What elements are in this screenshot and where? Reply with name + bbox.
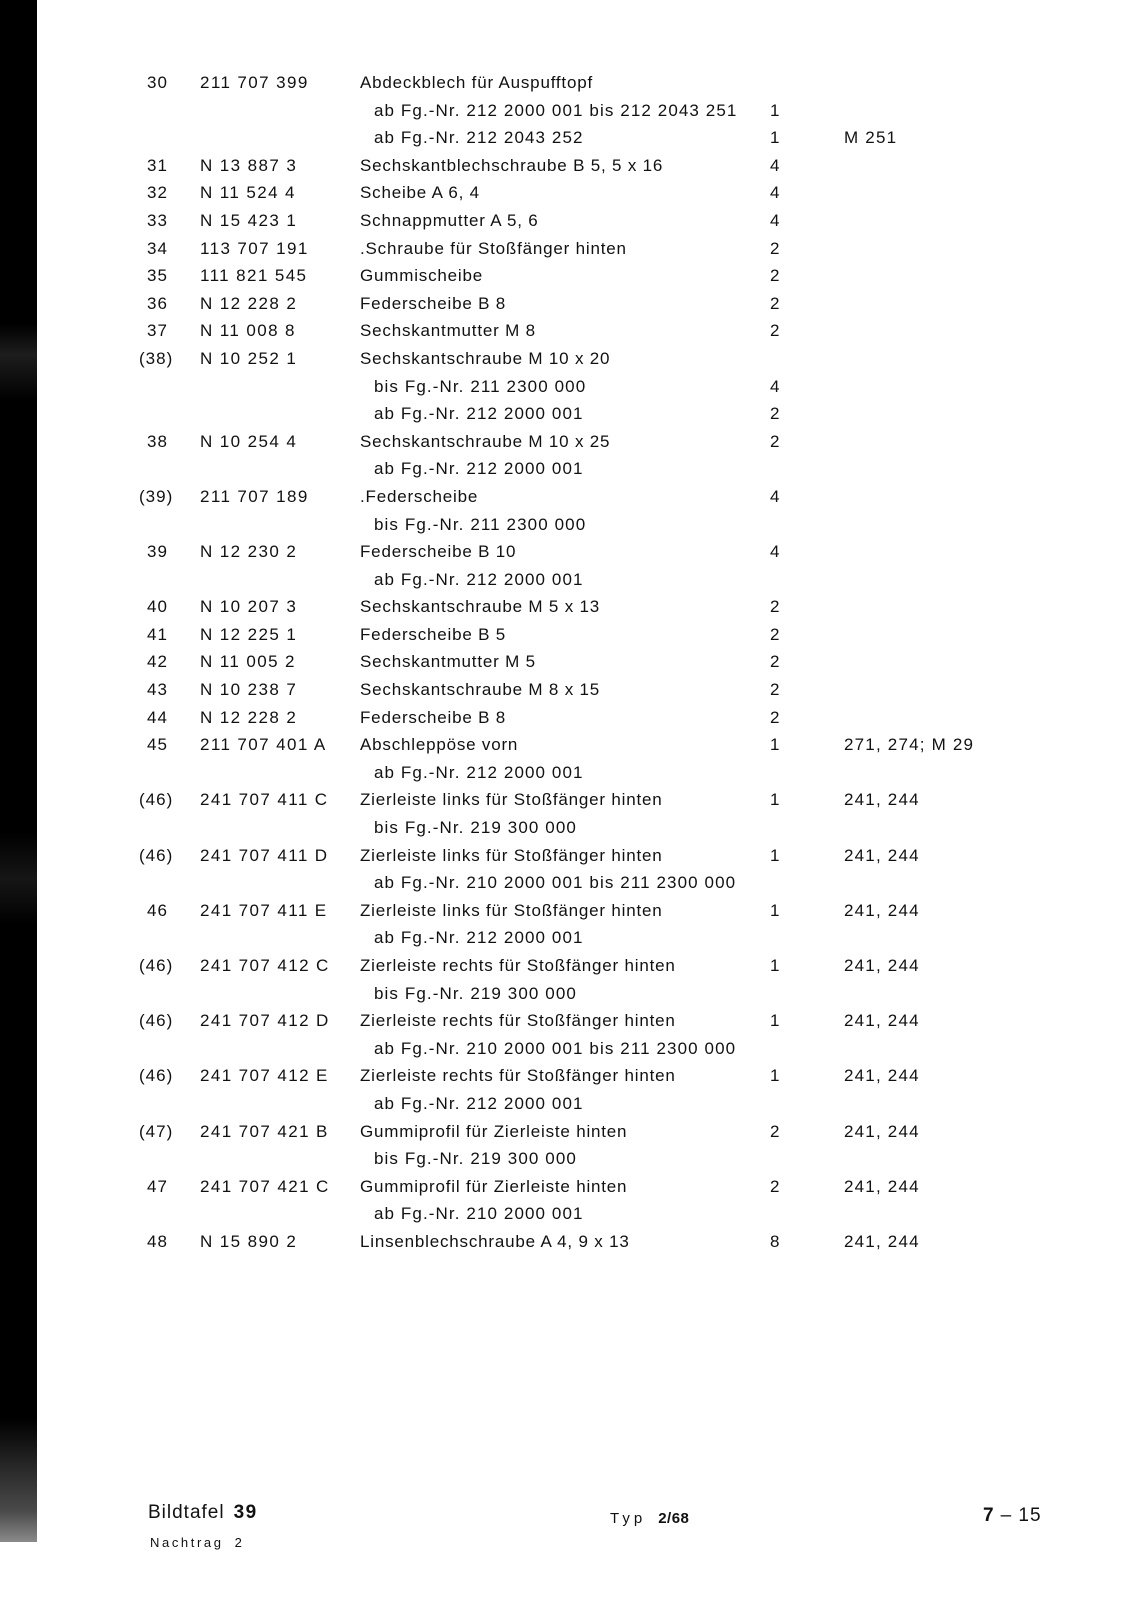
position-number: 38	[147, 431, 168, 451]
quantity: 2	[770, 707, 780, 727]
part-description: ab Fg.-Nr. 212 2000 001	[374, 569, 584, 589]
position-number: 40	[147, 597, 168, 617]
quantity: 2	[770, 1176, 780, 1196]
position-number: 42	[147, 652, 168, 672]
part-number: N 11 005 2	[200, 652, 296, 672]
remark: 241, 244	[844, 1066, 920, 1086]
quantity: 2	[770, 404, 780, 424]
remark: M 251	[844, 128, 898, 148]
part-description: ab Fg.-Nr. 212 2000 001	[374, 404, 584, 424]
part-description: Sechskantschraube M 10 x 25	[360, 431, 611, 451]
position-number: 30	[147, 73, 168, 92]
quantity: 8	[770, 1231, 780, 1251]
part-description: ab Fg.-Nr. 212 2043 252	[374, 128, 584, 148]
table-row	[0, 759, 1133, 787]
table-row	[0, 676, 1133, 704]
position-number: (39)	[139, 486, 174, 506]
table-row	[0, 952, 1133, 980]
quantity: 1	[770, 100, 780, 120]
quantity: 2	[770, 680, 780, 700]
part-number: N 12 230 2	[200, 542, 298, 562]
remark: 241, 244	[844, 956, 920, 975]
part-description: Federscheibe B 8	[360, 293, 507, 313]
plate-number: 39	[233, 1502, 258, 1523]
part-description: Sechskantschraube M 8 x 15	[360, 680, 601, 700]
table-row	[0, 345, 1133, 373]
position-number: 32	[147, 183, 168, 203]
remark: 271, 274; M 29	[844, 735, 975, 755]
table-row	[0, 317, 1133, 345]
table-row	[0, 842, 1133, 870]
position-number: 37	[147, 321, 168, 341]
position-number: (46)	[139, 956, 174, 975]
part-number: N 15 423 1	[200, 210, 298, 230]
table-row	[0, 593, 1133, 621]
table-row	[0, 124, 1133, 152]
table-row	[0, 1007, 1133, 1035]
table-row	[0, 400, 1133, 428]
table-row	[0, 152, 1133, 180]
part-description: Zierleiste rechts für Stoßfänger hinten	[360, 1011, 676, 1031]
part-description: .Federscheibe	[360, 486, 479, 506]
table-row	[0, 262, 1133, 290]
part-number: N 11 524 4	[200, 183, 296, 203]
part-description: bis Fg.-Nr. 211 2300 000	[374, 376, 587, 396]
part-description: bis Fg.-Nr. 219 300 000	[374, 818, 577, 838]
part-description: Linsenblechschraube A 4, 9 x 13	[360, 1231, 630, 1251]
table-row	[0, 1145, 1133, 1173]
part-number: 241 707 412 C	[200, 956, 330, 975]
quantity: 2	[770, 321, 780, 341]
table-row	[0, 1035, 1133, 1063]
quantity: 2	[770, 431, 780, 451]
part-description: bis Fg.-Nr. 219 300 000	[374, 1149, 577, 1169]
position-number: 44	[147, 707, 168, 727]
position-number: (46)	[139, 790, 174, 810]
quantity: 4	[770, 155, 780, 175]
position-number: (38)	[139, 348, 174, 368]
part-description: Zierleiste links für Stoßfänger hinten	[360, 900, 663, 920]
plate-label: Bildtafel	[148, 1502, 225, 1523]
quantity: 2	[770, 1121, 780, 1141]
part-number: 241 707 411 C	[200, 790, 329, 810]
part-number: N 12 225 1	[200, 624, 298, 644]
part-description: Zierleiste rechts für Stoßfänger hinten	[360, 1066, 676, 1086]
part-description: Gummiprofil für Zierleiste hinten	[360, 1121, 628, 1141]
supplement-reference	[150, 1536, 244, 1549]
table-row	[0, 1090, 1133, 1118]
table-row	[0, 1228, 1133, 1256]
position-number: 47	[147, 1176, 168, 1196]
table-row	[0, 897, 1133, 925]
table-row	[0, 704, 1133, 732]
table-row	[0, 69, 1133, 97]
part-description: Sechskantmutter M 8	[360, 321, 536, 341]
quantity: 4	[770, 183, 780, 203]
position-number: 33	[147, 210, 168, 230]
part-description: .Schraube für Stoßfänger hinten	[360, 238, 627, 258]
position-number: 31	[147, 155, 168, 175]
part-description: Zierleiste links für Stoßfänger hinten	[360, 845, 663, 865]
part-description: ab Fg.-Nr. 212 2000 001	[374, 928, 584, 948]
quantity: 2	[770, 624, 780, 644]
part-description: Gummischeibe	[360, 266, 483, 286]
part-number: N 10 252 1	[200, 348, 298, 368]
position-number: 34	[147, 238, 168, 258]
part-description: Sechskantblechschraube B 5, 5 x 16	[360, 155, 664, 175]
table-row	[0, 511, 1133, 539]
part-number: N 13 887 3	[200, 155, 298, 175]
position-number: (46)	[139, 1011, 174, 1031]
part-description: ab Fg.-Nr. 212 2000 001	[374, 762, 584, 782]
quantity: 1	[770, 956, 780, 975]
table-row	[0, 97, 1133, 125]
position-number: 39	[147, 542, 168, 562]
part-description: bis Fg.-Nr. 219 300 000	[374, 983, 577, 1003]
part-description: ab Fg.-Nr. 212 2000 001 bis 212 2043 251	[374, 100, 738, 120]
table-row	[0, 621, 1133, 649]
part-number: 241 707 411 D	[200, 845, 329, 865]
part-description: Sechskantschraube M 10 x 20	[360, 348, 611, 368]
supplement-number: 2	[234, 1535, 245, 1550]
part-description: Gummiprofil für Zierleiste hinten	[360, 1176, 628, 1196]
page-number-rest: – 15	[1000, 1505, 1042, 1526]
remark: 241, 244	[844, 1011, 920, 1031]
table-row	[0, 1173, 1133, 1201]
page-number-section: 7	[983, 1505, 995, 1526]
table-row	[0, 648, 1133, 676]
position-number: 36	[147, 293, 168, 313]
position-number: 43	[147, 680, 168, 700]
table-row	[0, 373, 1133, 401]
part-number: 211 707 399	[200, 73, 309, 92]
quantity: 1	[770, 735, 780, 755]
part-number: N 15 890 2	[200, 1231, 298, 1251]
table-row	[0, 538, 1133, 566]
quantity: 4	[770, 542, 780, 562]
part-number: N 12 228 2	[200, 707, 298, 727]
page-number	[983, 1506, 1042, 1525]
part-description: Sechskantschraube M 5 x 13	[360, 597, 601, 617]
part-description: Federscheibe B 10	[360, 542, 517, 562]
part-description: Sechskantmutter M 5	[360, 652, 536, 672]
quantity: 2	[770, 238, 780, 258]
quantity: 2	[770, 652, 780, 672]
part-description: Abdeckblech für Auspufftopf	[360, 73, 593, 92]
table-row	[0, 1200, 1133, 1228]
part-description: Schnappmutter A 5, 6	[360, 210, 539, 230]
part-number: 241 707 412 E	[200, 1066, 329, 1086]
part-number: 241 707 412 D	[200, 1011, 330, 1031]
part-description: Zierleiste rechts für Stoßfänger hinten	[360, 956, 676, 975]
table-row	[0, 179, 1133, 207]
part-number: 241 707 421 B	[200, 1121, 329, 1141]
part-number: 241 707 421 C	[200, 1176, 330, 1196]
part-description: Federscheibe B 8	[360, 707, 507, 727]
table-row	[0, 786, 1133, 814]
plate-reference	[148, 1503, 258, 1522]
quantity: 1	[770, 790, 780, 810]
quantity: 2	[770, 597, 780, 617]
part-number: N 12 228 2	[200, 293, 298, 313]
part-number: N 10 207 3	[200, 597, 298, 617]
table-row	[0, 1062, 1133, 1090]
part-description: ab Fg.-Nr. 212 2000 001	[374, 1093, 584, 1113]
table-row	[0, 980, 1133, 1008]
table-row	[0, 814, 1133, 842]
position-number: (46)	[139, 1066, 174, 1086]
quantity: 1	[770, 900, 780, 920]
table-row	[0, 566, 1133, 594]
quantity: 4	[770, 210, 780, 230]
type-value: 2/68	[658, 1510, 690, 1527]
table-row	[0, 455, 1133, 483]
quantity: 2	[770, 266, 780, 286]
part-description: Federscheibe B 5	[360, 624, 507, 644]
part-description: Scheibe A 6, 4	[360, 183, 480, 203]
remark: 241, 244	[844, 790, 920, 810]
position-number: 35	[147, 266, 168, 286]
position-number: 45	[147, 735, 168, 755]
remark: 241, 244	[844, 1176, 920, 1196]
table-row	[0, 1118, 1133, 1146]
table-row	[0, 235, 1133, 263]
part-number: N 10 238 7	[200, 680, 298, 700]
position-number: 46	[147, 900, 168, 920]
position-number: 41	[147, 624, 168, 644]
quantity: 4	[770, 376, 780, 396]
part-number: N 11 008 8	[200, 321, 296, 341]
part-description: ab Fg.-Nr. 212 2000 001	[374, 459, 584, 479]
part-number: 111 821 545	[200, 266, 308, 286]
table-row	[0, 483, 1133, 511]
table-row	[0, 290, 1133, 318]
part-number: N 10 254 4	[200, 431, 298, 451]
parts-table	[0, 69, 1133, 1256]
table-row	[0, 731, 1133, 759]
remark: 241, 244	[844, 1231, 920, 1251]
position-number: (47)	[139, 1121, 174, 1141]
quantity: 4	[770, 486, 780, 506]
remark: 241, 244	[844, 900, 920, 920]
quantity: 1	[770, 1066, 780, 1086]
part-description: Abschleppöse vorn	[360, 735, 519, 755]
part-number: 241 707 411 E	[200, 900, 328, 920]
quantity: 1	[770, 128, 780, 148]
part-description: bis Fg.-Nr. 211 2300 000	[374, 514, 587, 534]
part-number: 211 707 189	[200, 486, 309, 506]
remark: 241, 244	[844, 845, 920, 865]
part-number: 113 707 191	[200, 238, 309, 258]
quantity: 1	[770, 1011, 780, 1031]
table-row	[0, 924, 1133, 952]
part-number: 211 707 401 A	[200, 735, 327, 755]
table-row	[0, 869, 1133, 897]
part-description: ab Fg.-Nr. 210 2000 001 bis 211 2300 000	[374, 1038, 737, 1058]
table-row	[0, 428, 1133, 456]
type-reference	[610, 1511, 689, 1526]
quantity: 2	[770, 293, 780, 313]
position-number: 48	[147, 1231, 168, 1251]
part-description: ab Fg.-Nr. 210 2000 001 bis 211 2300 000	[374, 873, 737, 893]
quantity: 1	[770, 845, 780, 865]
part-description: Zierleiste links für Stoßfänger hinten	[360, 790, 663, 810]
position-number: (46)	[139, 845, 174, 865]
table-row	[0, 207, 1133, 235]
remark: 241, 244	[844, 1121, 920, 1141]
part-description: ab Fg.-Nr. 210 2000 001	[374, 1204, 584, 1224]
supplement-label: Nachtrag	[150, 1535, 224, 1550]
type-label: Typ	[610, 1510, 647, 1527]
